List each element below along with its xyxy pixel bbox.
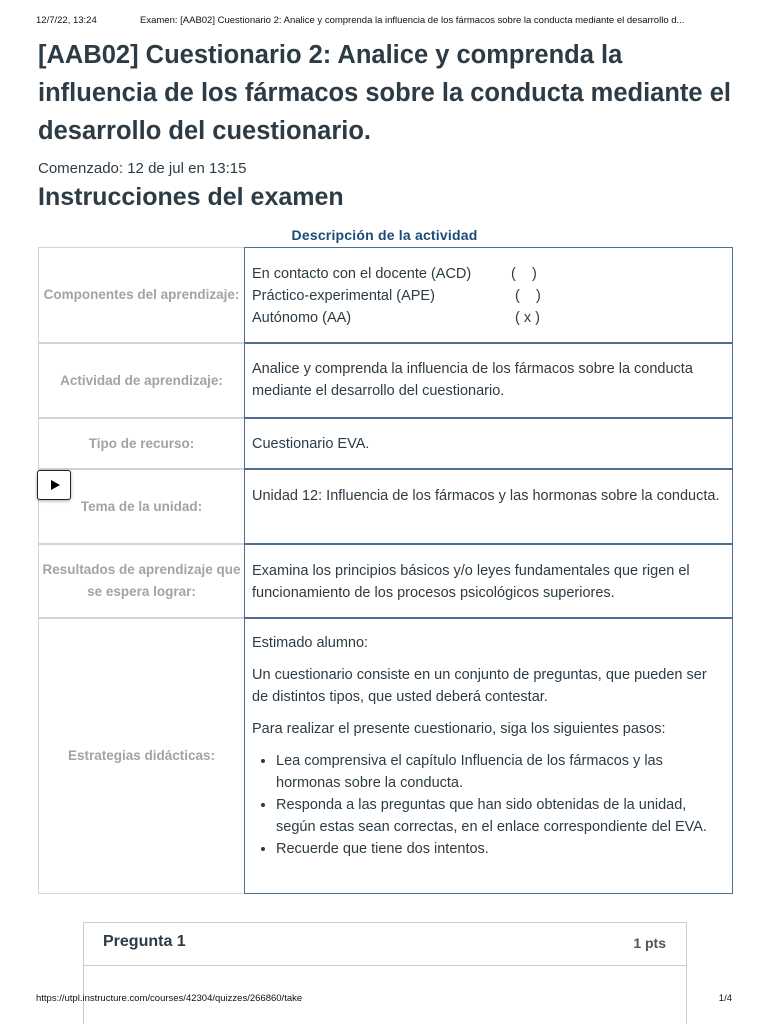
row-value: Unidad 12: Influencia de los fármacos y las hormonas sobre la conducta. <box>244 469 733 544</box>
table-row-components <box>38 247 733 343</box>
row-label: Tipo de recurso: <box>38 418 244 469</box>
table-row-learning-outcomes <box>38 544 733 618</box>
question-title: Pregunta 1 <box>103 933 186 950</box>
component-name: En contacto con el docente (ACD) <box>252 266 472 282</box>
row-label: Componentes del aprendizaje: <box>38 247 244 343</box>
row-value <box>244 618 733 894</box>
row-label: Tema de la unidad: <box>38 469 244 544</box>
question-points: 1 pts <box>633 935 666 951</box>
activity-description-caption: Descripción de la actividad <box>291 227 478 243</box>
component-mark: ( ) <box>511 266 537 282</box>
component-line <box>252 285 722 307</box>
strategy-paragraph: Estimado alumno: <box>252 635 369 651</box>
play-button[interactable] <box>37 470 71 500</box>
list-item: • Responda a las preguntas que han sido obtenidas de la unidad, según estas sean correctas, en el enlace correspondiente del EVA. <box>276 794 722 838</box>
table-row-resource-type <box>38 418 733 469</box>
row-label: Actividad de aprendizaje: <box>38 343 244 418</box>
row-value: Examina los principios básicos y/o leyes fundamentales que rigen el funcionamiento de los procesos psicológicos superiores. <box>244 544 733 618</box>
list-item: • Recuerde que tiene dos intentos. <box>276 838 722 860</box>
quiz-title: [AAB02] Cuestionario 2: Analice y comprenda la influencia de los fármacos sobre la conducta mediante el desarrollo del cuestionario. <box>38 41 731 145</box>
row-value <box>244 247 733 343</box>
quiz-started-time: Comenzado: 12 de jul en 13:15 <box>38 160 247 177</box>
table-row-strategies <box>38 618 733 894</box>
row-value: Analice y comprenda la influencia de los fármacos sobre la conducta mediante el desarrollo del cuestionario. <box>244 343 733 418</box>
row-label: Resultados de aprendizaje que se espera lograr: <box>38 544 244 618</box>
table-row-activity <box>38 343 733 418</box>
component-mark: ( x ) <box>511 310 540 326</box>
print-url: https://utpl.instructure.com/courses/42304/quizzes/266860/take <box>36 993 303 1004</box>
table-row-unit-topic <box>38 469 733 544</box>
question-header <box>84 923 686 966</box>
component-line <box>252 263 722 285</box>
print-page-number: 1/4 <box>718 993 732 1004</box>
strategy-paragraph: Un cuestionario consiste en un conjunto de preguntas, que pueden ser de distintos tipos, que usted deberá contestar. <box>252 667 707 705</box>
row-label: Estrategias didácticas: <box>38 618 244 894</box>
component-name: Autónomo (AA) <box>252 310 352 326</box>
list-item: • Lea comprensiva el capítulo Influencia de los fármacos y las hormonas sobre la conducta. <box>276 750 722 794</box>
strategy-steps-list <box>252 750 722 860</box>
print-footer <box>36 993 732 1004</box>
strategy-paragraph: Para realizar el presente cuestionario, siga los siguientes pasos: <box>252 721 666 737</box>
question-card <box>83 922 687 1024</box>
play-icon <box>51 480 60 490</box>
instructions-heading: Instrucciones del examen <box>38 183 344 211</box>
print-datetime: 12/7/22, 13:24 <box>36 15 97 26</box>
component-name: Práctico-experimental (APE) <box>252 288 435 304</box>
row-value: Cuestionario EVA. <box>244 418 733 469</box>
component-mark: ( ) <box>511 288 541 304</box>
print-page-title: Examen: [AAB02] Cuestionario 2: Analice y comprenda la influencia de los fármacos sobre la conducta mediante el desarrollo d... <box>140 15 685 26</box>
component-line <box>252 307 722 329</box>
